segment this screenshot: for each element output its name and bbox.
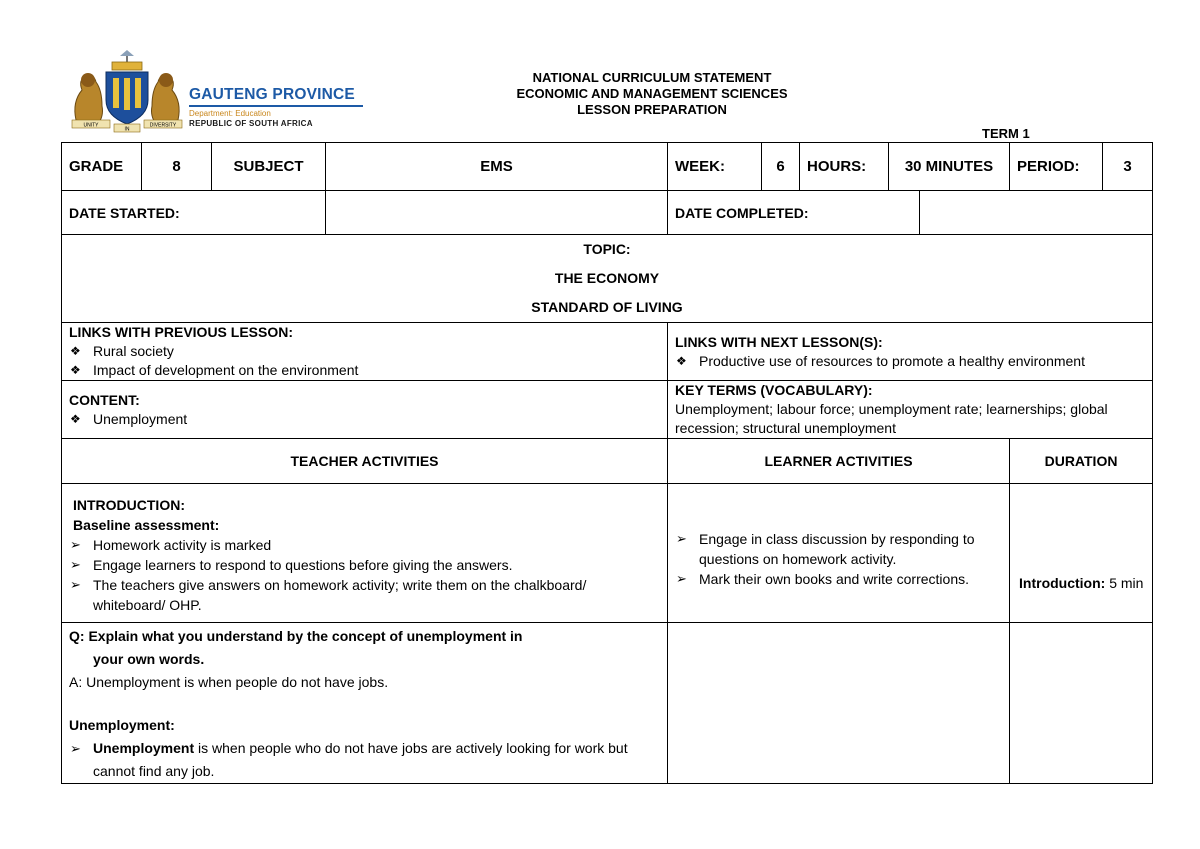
logo-text [189,86,363,128]
coat-of-arms-icon [68,50,186,134]
arrow-bullet-icon: ➢ [676,530,687,546]
duration-question-cell [1010,623,1153,784]
links-previous-title: LINKS WITH PREVIOUS LESSON: [69,324,294,340]
hours-label: HOURS: [800,143,889,191]
country-name: REPUBLIC OF SOUTH AFRICA [189,118,313,128]
activities-header-row [62,439,1153,484]
content-cell [62,381,668,439]
question-cell [62,623,668,784]
arrow-bullet-icon: ➢ [676,570,687,586]
duration-value: 5 min [1109,575,1144,591]
teacher-introduction-cell [62,484,668,623]
list-item: ➢ Engage in class discussion by responding to questions on homework activity. [676,530,975,567]
date-started-value [326,191,668,235]
answer-text: A: Unemployment is when people do not have jobs. [69,674,389,690]
links-previous-cell [62,323,668,381]
period-label: PERIOD: [1010,143,1103,191]
learner-activities-header: LEARNER ACTIVITIES [668,439,1010,484]
definition-text: is when people who do not have jobs are actively looking for work but cannot find any job. [93,740,628,779]
motto-mid: IN [124,126,130,133]
learner-question-cell [668,623,1010,784]
links-next-cell [668,323,1153,381]
header-line-3: LESSON PREPARATION [577,102,727,117]
baseline-subtitle: Baseline assessment: [73,516,220,533]
diamond-bullet-icon: ❖ [70,344,81,358]
subject-value: EMS [326,143,668,191]
period-value: 3 [1103,143,1153,191]
motto-right: DIVERSITY [149,122,177,129]
key-terms-title: KEY TERMS (VOCABULARY): [675,382,873,398]
list-item: ➢ Homework activity is marked [70,536,272,553]
week-value: 6 [762,143,800,191]
grade-value: 8 [142,143,212,191]
links-previous-list [69,342,660,380]
teacher-activities-header: TEACHER ACTIVITIES [62,439,668,484]
dates-row [62,191,1153,235]
lesson-plan-table [61,142,1153,784]
diamond-bullet-icon: ❖ [70,363,81,377]
list-item [69,737,660,783]
topic-line-1: THE ECONOMY [554,270,660,286]
list-item: ➢ Mark their own books and write corrections. [676,570,969,587]
content-row [62,381,1153,439]
definition-term: Unemployment [93,740,195,756]
definition-list [69,737,660,783]
header-line-1: NATIONAL CURRICULUM STATEMENT [532,70,772,85]
hours-value: 30 MINUTES [889,143,1010,191]
date-started-label: DATE STARTED: [62,191,326,235]
key-terms-text: Unemployment; labour force; unemployment rate; learnerships; global recession; structural unemployment [675,401,1108,436]
introduction-row [62,484,1153,623]
content-list [69,410,660,429]
details-row [62,143,1153,191]
links-next-list [675,352,1145,371]
duration-label: Introduction: [1019,575,1106,591]
question-line-2: your own words. [93,651,205,667]
question-row [62,623,1153,784]
key-terms-cell [668,381,1153,439]
subject-label: SUBJECT [212,143,326,191]
department-name: Department: Education [189,108,271,118]
teacher-intro-list [69,535,660,615]
list-item: ❖ Productive use of resources to promote a healthy environment [676,352,1085,369]
links-row [62,323,1153,381]
grade-label: GRADE [62,143,142,191]
topic-cell [62,235,1153,323]
week-label: WEEK: [668,143,762,191]
learner-introduction-cell [668,484,1010,623]
header-line-2: ECONOMIC AND MANAGEMENT SCIENCES [516,86,788,101]
introduction-title: INTRODUCTION: [73,496,185,513]
links-next-title: LINKS WITH NEXT LESSON(S): [675,333,883,350]
duration-header: DURATION [1010,439,1153,484]
gauteng-logo [68,50,368,134]
arrow-bullet-icon: ➢ [70,536,81,552]
logo-rule [189,105,363,107]
topic-label: TOPIC: [583,241,631,257]
arrow-bullet-icon: ➢ [70,576,81,592]
content-title: CONTENT: [69,391,140,408]
topic-row [62,235,1153,323]
arrow-bullet-icon: ➢ [70,741,81,756]
unemployment-section-title: Unemployment: [69,717,175,733]
learner-intro-list [675,529,1002,589]
list-item: ➢ Engage learners to respond to questions before giving the answers. [70,556,513,573]
list-item: ❖ Unemployment [70,410,188,427]
list-item: ➢ The teachers give answers on homework activity; write them on the chalkboard/ whiteboard/ OHP. [70,576,587,613]
diamond-bullet-icon: ❖ [676,353,687,368]
list-item: ❖ Impact of development on the environment [70,362,359,378]
document-header [452,70,852,118]
question-line-1: Q: Explain what you understand by the concept of unemployment in [69,628,523,644]
duration-introduction-cell [1010,484,1153,623]
date-completed-value [920,191,1153,235]
diamond-bullet-icon: ❖ [70,411,81,426]
motto-left: UNITY [83,122,99,129]
term-label: TERM 1 [982,126,1030,141]
province-name: GAUTENG PROVINCE [189,86,355,103]
list-item: ❖ Rural society [70,343,174,359]
date-completed-label: DATE COMPLETED: [668,191,920,235]
arrow-bullet-icon: ➢ [70,556,81,572]
topic-line-2: STANDARD OF LIVING [531,299,683,315]
